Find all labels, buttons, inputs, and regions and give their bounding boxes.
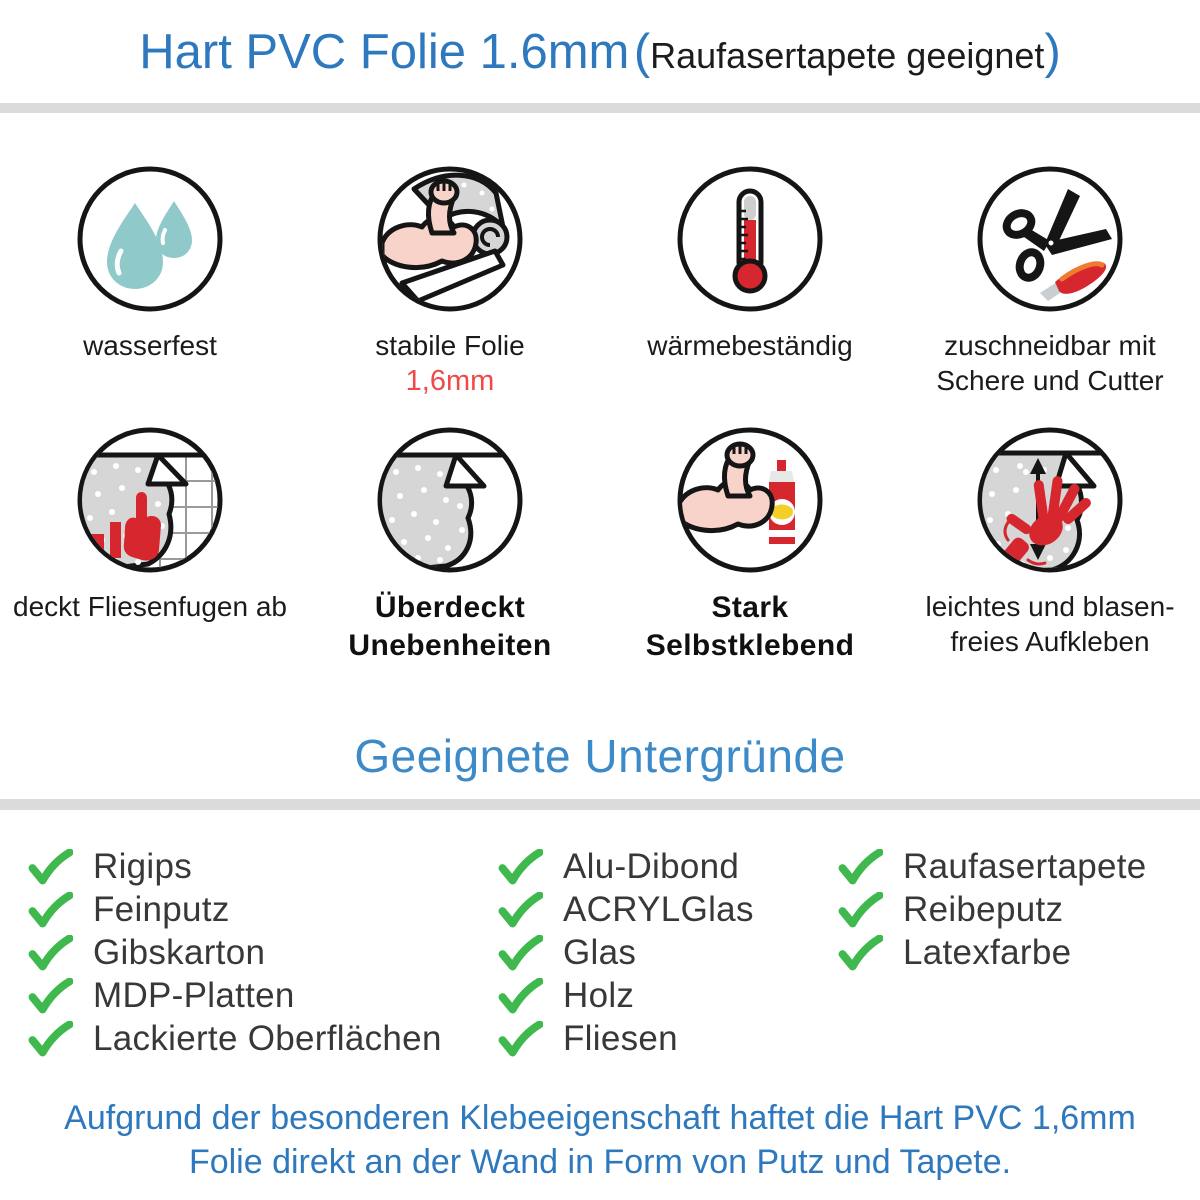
feature-caption bbox=[936, 328, 1163, 398]
feature-caption bbox=[348, 589, 551, 665]
substrate-column-2 bbox=[498, 846, 754, 1058]
thumb-up-tiles-icon bbox=[74, 424, 226, 576]
checkmark-icon bbox=[838, 892, 883, 928]
substrate-label: MDP-Platten bbox=[93, 975, 295, 1015]
substrate-label: Glas bbox=[563, 932, 637, 972]
checkmark-icon bbox=[28, 892, 73, 928]
checkmark-icon bbox=[498, 935, 543, 971]
caption-line-1: Stark bbox=[711, 591, 789, 624]
list-item bbox=[28, 1018, 442, 1058]
water-drops-icon bbox=[74, 163, 226, 315]
checkmark-icon bbox=[498, 892, 543, 928]
foil-covers-unevenness-icon bbox=[374, 424, 526, 576]
muscle-glue-tube-icon bbox=[674, 424, 826, 576]
list-item bbox=[838, 846, 1147, 886]
feature-caption bbox=[646, 589, 855, 665]
list-item bbox=[498, 889, 754, 929]
thermometer-icon bbox=[674, 163, 826, 315]
title-paren-text: Raufasertapete geeignet bbox=[650, 35, 1045, 76]
checkmark-icon bbox=[838, 849, 883, 885]
substrate-label: Gibskarton bbox=[93, 932, 266, 972]
substrate-label: Raufasertapete bbox=[903, 846, 1147, 886]
feature-zuschneidbar bbox=[900, 163, 1200, 400]
feature-caption: stabile Folie bbox=[375, 330, 525, 361]
footer-line-2: Folie direkt an der Wand in Form von Putz und Tapete. bbox=[188, 1143, 1012, 1181]
caption-line-2: Unebenheiten bbox=[348, 629, 552, 662]
list-item bbox=[28, 932, 442, 972]
hand-smoothing-foil-icon bbox=[974, 424, 1126, 576]
substrate-column-3 bbox=[838, 846, 1147, 972]
substrate-label: Holz bbox=[563, 975, 635, 1015]
list-item bbox=[498, 846, 754, 886]
checkmark-icon bbox=[498, 978, 543, 1014]
list-item bbox=[28, 889, 442, 929]
feature-selbstklebend bbox=[600, 424, 900, 665]
list-item bbox=[498, 975, 754, 1015]
divider-bar-top bbox=[0, 103, 1200, 113]
feature-waermebestaendig bbox=[600, 163, 900, 400]
checkmark-icon bbox=[28, 849, 73, 885]
list-item bbox=[28, 846, 442, 886]
feature-row-2 bbox=[0, 424, 1200, 665]
list-item bbox=[838, 932, 1147, 972]
checkmark-icon bbox=[28, 935, 73, 971]
footer-line-1: Aufgrund der besonderen Klebeeigenschaft haftet die Hart PVC 1,6mm bbox=[64, 1099, 1136, 1137]
caption-line-2: freies Aufkleben bbox=[950, 626, 1150, 657]
checkmark-icon bbox=[498, 1021, 543, 1057]
list-item bbox=[838, 889, 1147, 929]
feature-row-1 bbox=[0, 163, 1200, 400]
feature-wasserfest bbox=[0, 163, 300, 400]
list-item bbox=[28, 975, 442, 1015]
substrate-label: ACRYLGlas bbox=[563, 889, 754, 929]
substrate-label: Latexfarbe bbox=[903, 932, 1072, 972]
substrate-label: Alu-Dibond bbox=[563, 846, 740, 886]
section-title-untergruende: Geeignete Untergründe bbox=[354, 730, 846, 782]
caption-line-2: Selbstklebend bbox=[645, 629, 855, 662]
feature-subcaption: 1,6mm bbox=[405, 365, 495, 397]
substrate-label: Rigips bbox=[93, 846, 193, 886]
list-item bbox=[498, 932, 754, 972]
feature-caption: deckt Fliesenfugen ab bbox=[13, 591, 287, 622]
substrate-label: Fliesen bbox=[563, 1018, 678, 1058]
substrate-column-1 bbox=[28, 846, 442, 1058]
footer-note bbox=[0, 1096, 1200, 1184]
page-title bbox=[0, 24, 1200, 80]
checkmark-icon bbox=[28, 1021, 73, 1057]
feature-stabile-folie bbox=[300, 163, 600, 400]
title-paren-open: ( bbox=[633, 25, 651, 79]
caption-line-1: zuschneidbar mit bbox=[944, 330, 1156, 361]
feature-caption bbox=[925, 589, 1174, 659]
muscle-foil-roll-icon bbox=[374, 163, 526, 315]
checkmark-icon bbox=[838, 935, 883, 971]
feature-fliesenfugen bbox=[0, 424, 300, 665]
feature-caption: wärmebeständig bbox=[647, 330, 853, 361]
caption-line-1: leichtes und blasen- bbox=[925, 591, 1175, 622]
substrate-label: Lackierte Oberflächen bbox=[93, 1018, 442, 1058]
list-item bbox=[498, 1018, 754, 1058]
checkmark-icon bbox=[28, 978, 73, 1014]
title-main: Hart PVC Folie 1.6mm bbox=[139, 25, 630, 79]
checkmark-icon bbox=[498, 849, 543, 885]
substrate-label: Reibeputz bbox=[903, 889, 1064, 929]
substrate-label: Feinputz bbox=[93, 889, 230, 929]
feature-aufkleben bbox=[900, 424, 1200, 665]
feature-unebenheiten bbox=[300, 424, 600, 665]
divider-bar-middle bbox=[0, 799, 1200, 810]
caption-line-1: Überdeckt bbox=[374, 591, 526, 624]
scissors-cutter-icon bbox=[974, 163, 1126, 315]
title-paren-close: ) bbox=[1044, 25, 1061, 79]
feature-caption: wasserfest bbox=[83, 330, 217, 361]
caption-line-2: Schere und Cutter bbox=[936, 365, 1164, 396]
